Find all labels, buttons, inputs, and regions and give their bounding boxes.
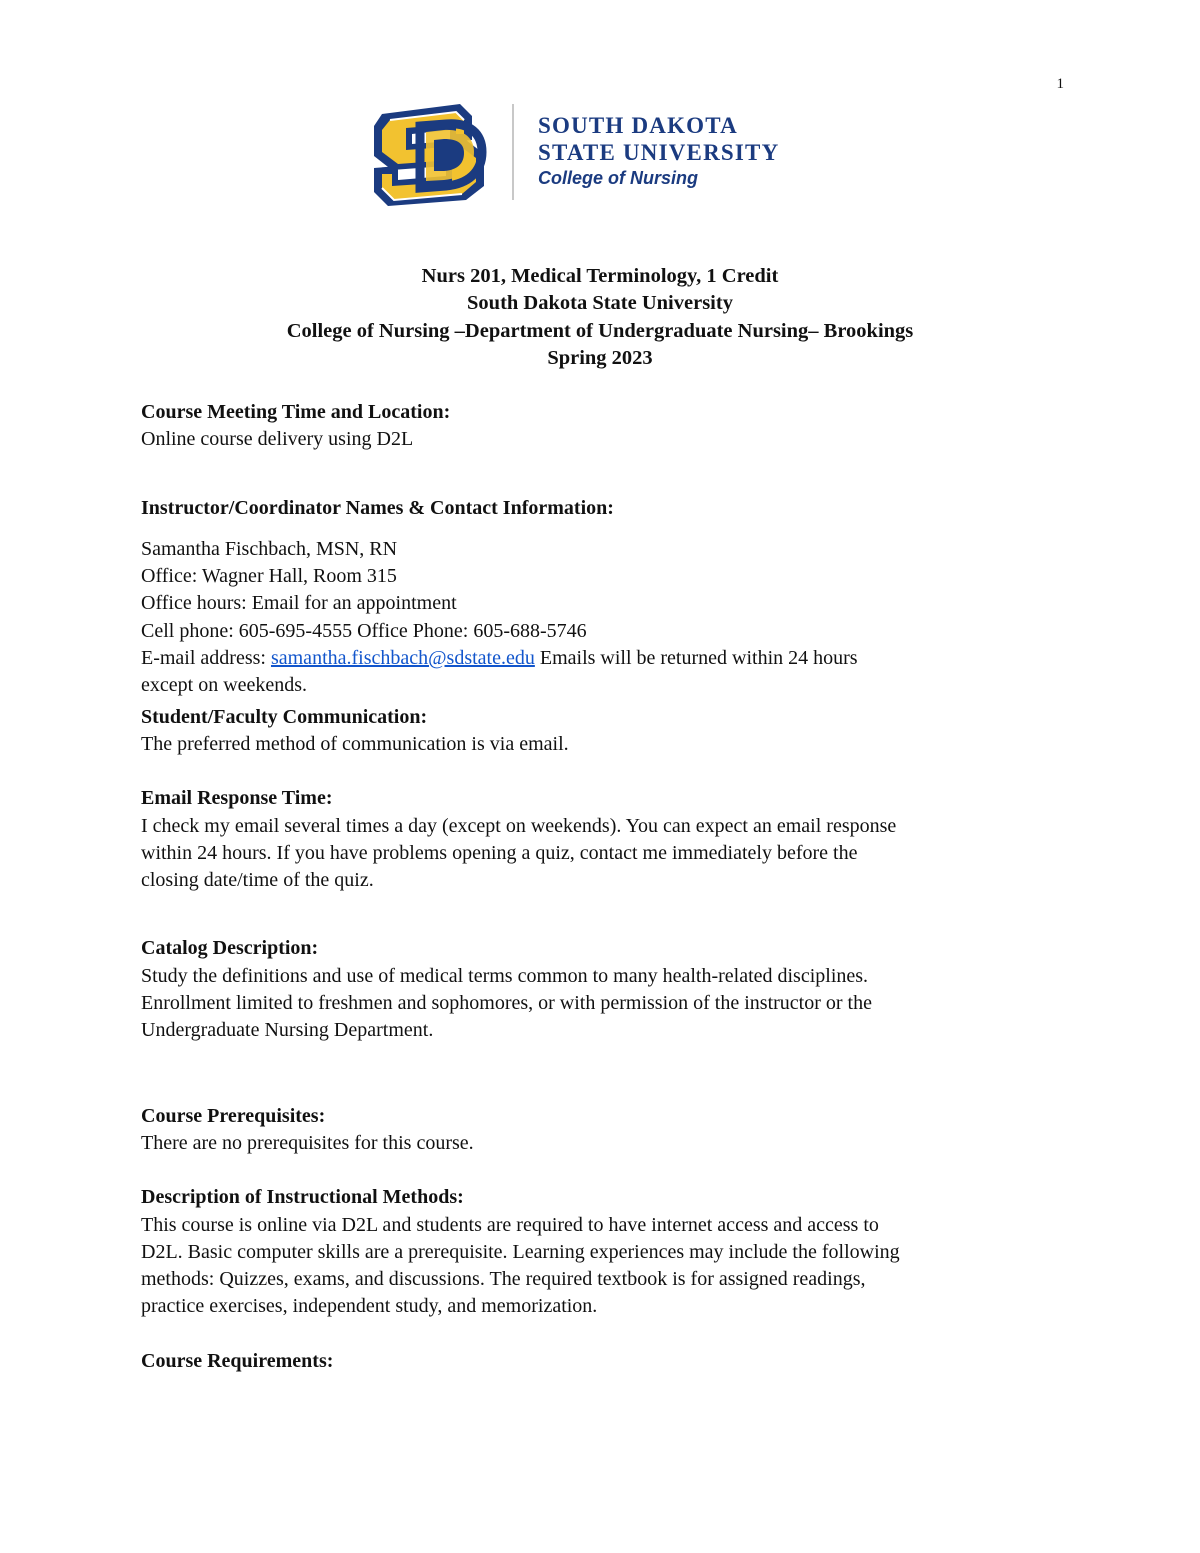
methods-line: This course is online via D2L and students are required to have internet access and access to — [141, 1213, 879, 1236]
prereq-text: There are no prerequisites for this course. — [141, 1131, 474, 1154]
course-title: Nurs 201, Medical Terminology, 1 Credit — [421, 265, 779, 287]
instructor-name: Samantha Fischbach, MSN, RN — [141, 537, 398, 560]
response-heading: Email Response Time: — [141, 787, 333, 810]
email-note-continued: except on weekends. — [141, 674, 308, 697]
email-note: Emails will be returned within 24 hours — [534, 647, 858, 670]
response-line: within 24 hours. If you have problems opening a quiz, contact me immediately before the — [141, 841, 858, 864]
email-label: E-mail address: — [141, 647, 271, 670]
logo-university-line2: STATE UNIVERSITY — [538, 140, 780, 165]
instructor-heading: Instructor/Coordinator Names & Contact Information: — [141, 496, 614, 519]
logo-divider — [512, 104, 514, 200]
email-link[interactable]: samantha.fischbach@sdstate.edu — [270, 647, 535, 670]
sdsu-logo — [362, 96, 838, 208]
methods-line: methods: Quizzes, exams, and discussions. The required textbook is for assigned readings, — [141, 1268, 866, 1291]
logo-university-line1: SOUTH DAKOTA — [538, 113, 738, 138]
catalog-line: Study the definitions and use of medical terms common to many health-related disciplines. — [141, 964, 869, 987]
instructor-phones: Cell phone: 605-695-4555 Office Phone: 605-688-5746 — [141, 619, 587, 642]
logo-college-line: College of Nursing — [538, 168, 699, 188]
communication-text: The preferred method of communication is via email. — [141, 732, 569, 755]
prereq-section — [141, 1103, 1061, 1158]
instructor-email-line — [141, 645, 1061, 672]
meeting-text: Online course delivery using D2L — [141, 428, 414, 451]
prereq-heading: Course Prerequisites: — [141, 1104, 326, 1127]
requirements-section — [141, 1348, 1061, 1375]
catalog-heading: Catalog Description: — [141, 937, 319, 960]
communication-heading: Student/Faculty Communication: — [141, 705, 428, 728]
methods-line: practice exercises, independent study, and memorization. — [141, 1295, 598, 1318]
course-header — [0, 263, 1200, 372]
page-number: 1 — [1056, 76, 1064, 92]
instructor-office: Office: Wagner Hall, Room 315 — [141, 565, 397, 588]
catalog-line: Enrollment limited to freshmen and sophomores, or with permission of the instructor or the — [141, 992, 872, 1015]
methods-line: D2L. Basic computer skills are a prerequisite. Learning experiences may include the following — [141, 1240, 900, 1263]
response-line: closing date/time of the quiz. — [141, 869, 374, 892]
syllabus-body — [141, 399, 1061, 1375]
requirements-heading: Course Requirements: — [141, 1349, 334, 1372]
instructor-section — [141, 495, 1061, 700]
sds-monogram-icon — [362, 96, 502, 208]
term: Spring 2023 — [547, 346, 653, 369]
instructor-hours: Office hours: Email for an appointment — [141, 592, 457, 615]
methods-section — [141, 1184, 1061, 1320]
meeting-heading: Course Meeting Time and Location: — [141, 401, 451, 423]
logo-wordmark — [538, 112, 779, 189]
methods-heading: Description of Instructional Methods: — [141, 1186, 464, 1209]
department-line: College of Nursing –Department of Undergraduate Nursing– Brookings — [286, 319, 914, 342]
catalog-line: Undergraduate Nursing Department. — [141, 1019, 434, 1042]
response-section — [141, 785, 1061, 894]
communication-section — [141, 704, 1061, 759]
university-name: South Dakota State University — [467, 292, 733, 315]
response-line: I check my email several times a day (except on weekends). You can expect an email response — [141, 814, 897, 837]
catalog-section — [141, 935, 1061, 1044]
meeting-section — [141, 399, 1061, 454]
